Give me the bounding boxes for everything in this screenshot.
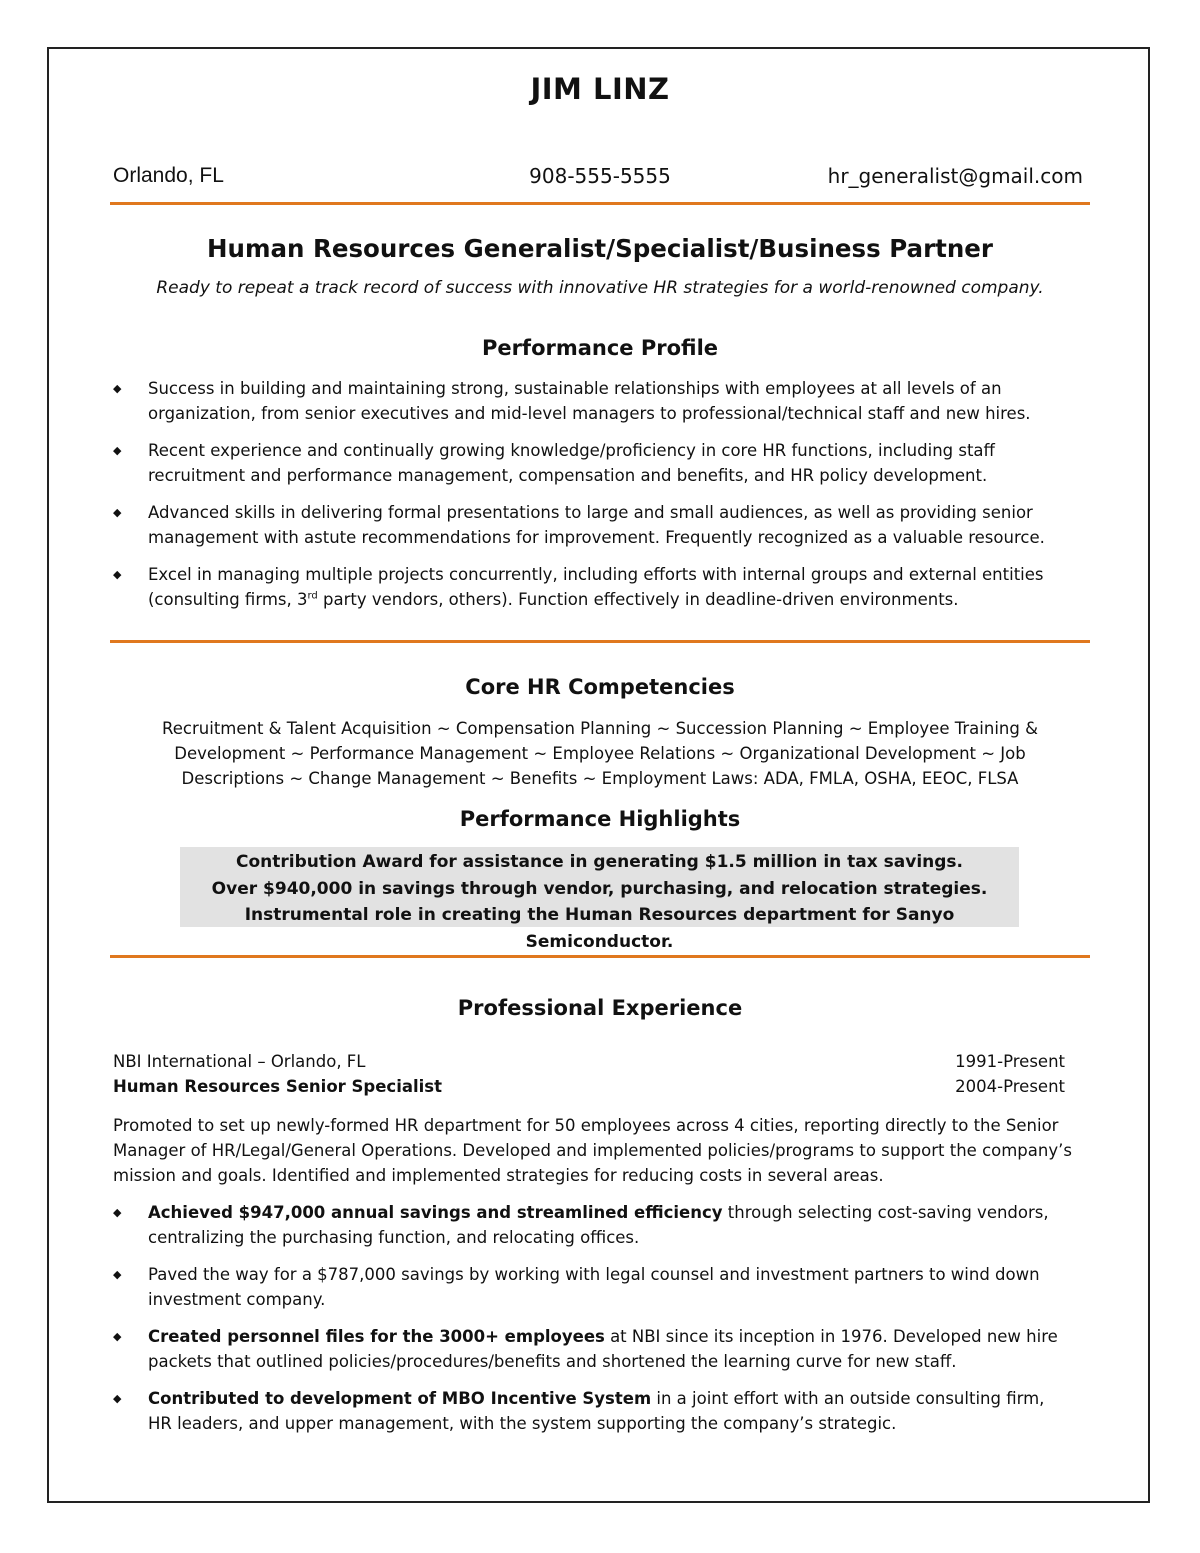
diamond-bullet-icon: ◆ [113, 1330, 122, 1343]
highlight-line: Contribution Award for assistance in generating $1.5 million in tax savings. [235, 852, 964, 872]
competencies-title: Core HR Competencies [465, 675, 735, 699]
list-item: ◆ Success in building and maintaining strong, sustainable relationships with employees at all levels of an organization, from senior executives and mid-level managers to professional/technical staff and new hires. [113, 376, 1073, 426]
highlights-title: Performance Highlights [459, 807, 741, 831]
list-item: ◆ Paved the way for a $787,000 savings by working with legal counsel and investment partners to wind down investment company. [113, 1262, 1073, 1312]
diamond-bullet-icon: ◆ [113, 506, 122, 519]
list-item: ◆ Excel in managing multiple projects concurrently, including efforts with internal groups and external entities (consulting firms, 3rd party vendors, others). Function effectively in deadline-driven environments. [113, 562, 1073, 612]
highlight-line: Instrumental role in creating the Human Resources department for Sanyo Semiconductor. [244, 905, 955, 952]
job-title: Human Resources Senior Specialist [113, 1077, 443, 1096]
section-divider [110, 640, 1090, 643]
header-divider [110, 202, 1090, 205]
candidate-name: JIM LINZ [530, 72, 670, 106]
company-name: NBI International – Orlando, FL [113, 1052, 366, 1071]
performance-profile-title: Performance Profile [481, 336, 719, 360]
highlight-line: Over $940,000 in savings through vendor, purchasing, and relocation strategies. [211, 878, 988, 899]
experience-title: Professional Experience [457, 996, 743, 1020]
email-address: hr_generalist@gmail.com [827, 164, 1083, 188]
diamond-bullet-icon: ◆ [113, 382, 122, 395]
list-item: ◆ Recent experience and continually growing knowledge/proficiency in core HR functions, including staff recruitment and performance management, compensation and benefits, and HR policy development. [113, 438, 1073, 488]
diamond-bullet-icon: ◆ [113, 568, 122, 581]
highlights-box [180, 847, 1019, 952]
diamond-bullet-icon: ◆ [113, 1392, 122, 1405]
experience-list [113, 1200, 1073, 1436]
resume-headline: Human Resources Generalist/Specialist/Business Partner [207, 234, 993, 263]
diamond-bullet-icon: ◆ [113, 1268, 122, 1281]
list-item: ◆ Contributed to development of MBO Incentive System in a joint effort with an outside consulting firm, HR leaders, and upper management, with the system supporting the company’s strategic. [113, 1386, 1073, 1436]
resume-tagline: Ready to repeat a track record of success with innovative HR strategies for a world-renowned company. [156, 278, 1044, 298]
location: Orlando, FL [113, 164, 224, 187]
phone-number: 908-555-5555 [529, 164, 671, 188]
list-item: ◆ Created personnel files for the 3000+ employees at NBI since its inception in 1976. Developed new hire packets that outlined policies/procedures/benefits and shortened the learning curve for new staff. [113, 1324, 1073, 1374]
performance-profile-list [113, 376, 1073, 612]
job-dates: 2004-Present [955, 1077, 1065, 1096]
list-item: ◆ Advanced skills in delivering formal presentations to large and small audiences, as well as providing senior management with astute recommendations for improvement. Frequently recognized as a valuable resource. [113, 500, 1073, 550]
company-dates: 1991-Present [955, 1052, 1065, 1071]
job-summary: Promoted to set up newly-formed HR department for 50 employees across 4 cities, reporting directly to the Senior Manager of HR/Legal/General Operations. Developed and implemented policies/programs to support the company’s mission and goals. Identified and implemented strategies for reducing costs in several areas. [113, 1116, 1072, 1185]
diamond-bullet-icon: ◆ [113, 1206, 122, 1219]
list-item: ◆ Achieved $947,000 annual savings and streamlined efficiency through selecting cost-saving vendors, centralizing the purchasing function, and relocating offices. [113, 1200, 1073, 1250]
competencies-list: Recruitment & Talent Acquisition ~ Compensation Planning ~ Succession Planning ~ Employee Training & Development ~ Performance Management ~ Employee Relations ~ Organizational Development ~ Job Descriptions ~ Change Management ~ Benefits ~ Employment Laws: ADA, FMLA, OSHA, EEOC, FLSA [162, 719, 1038, 788]
section-divider [110, 955, 1090, 958]
diamond-bullet-icon: ◆ [113, 444, 122, 457]
